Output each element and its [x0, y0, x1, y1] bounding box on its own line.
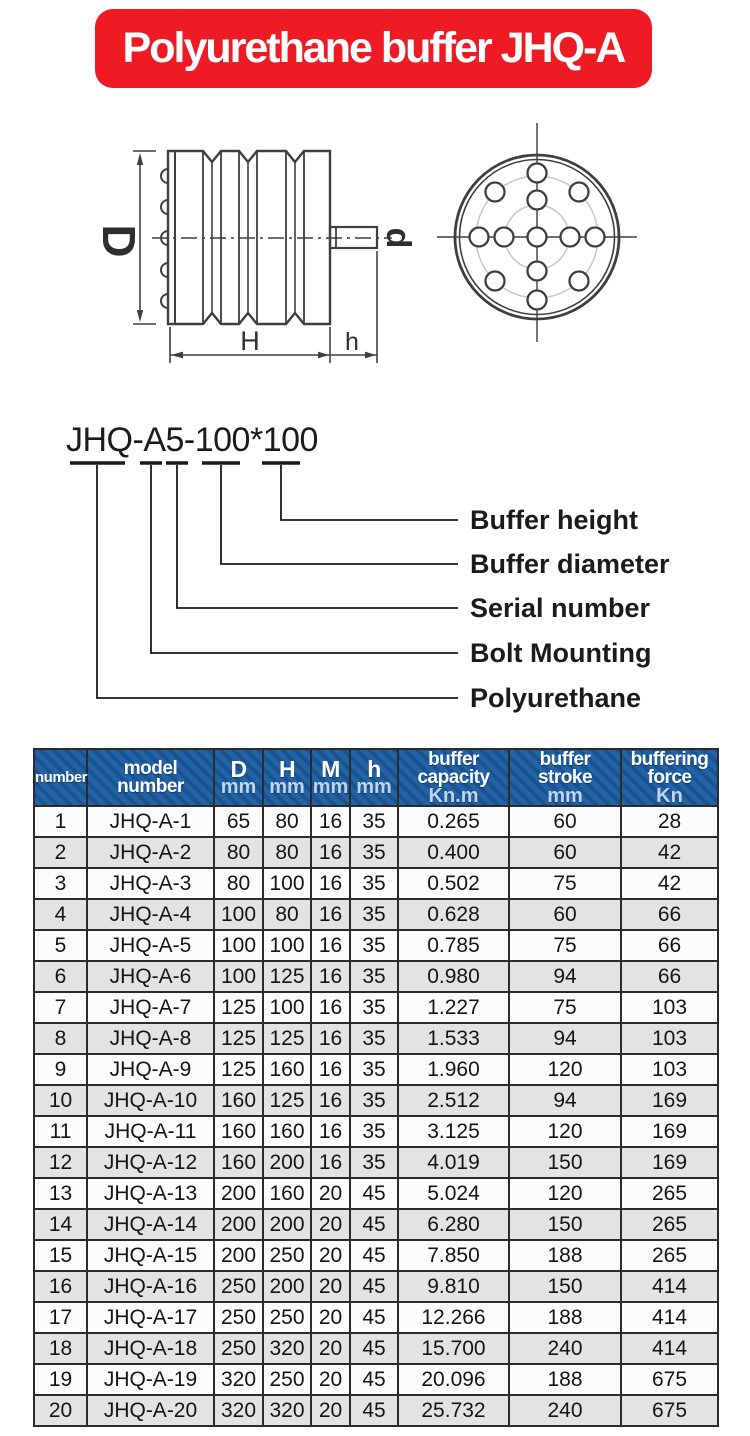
cell: JHQ-A-4: [87, 899, 214, 930]
cell: 80: [214, 868, 263, 899]
technical-drawing: [0, 110, 750, 410]
cell: 60: [509, 806, 621, 837]
cell: 94: [509, 961, 621, 992]
cell: 35: [350, 930, 398, 961]
front-view: [437, 123, 637, 342]
cell: 35: [350, 806, 398, 837]
cell: 94: [509, 1085, 621, 1116]
cell: 160: [263, 1178, 311, 1209]
cell: 160: [214, 1085, 263, 1116]
cell: 103: [621, 1054, 718, 1085]
cell: 200: [263, 1271, 311, 1302]
cell: 100: [214, 930, 263, 961]
cell: 19: [34, 1364, 87, 1395]
cell: 150: [509, 1209, 621, 1240]
table-row: [34, 1240, 718, 1271]
cell: 13: [34, 1178, 87, 1209]
cell: 45: [350, 1302, 398, 1333]
cell: 120: [509, 1178, 621, 1209]
cell: 45: [350, 1333, 398, 1364]
cell: 188: [509, 1364, 621, 1395]
column-header: model number: [87, 749, 214, 806]
cell: 17: [34, 1302, 87, 1333]
cell: JHQ-A-12: [87, 1147, 214, 1178]
cell: 75: [509, 992, 621, 1023]
callout-bolt-mounting: Bolt Mounting: [470, 638, 652, 668]
cell: 0.502: [398, 868, 509, 899]
cell: 20: [311, 1395, 350, 1426]
cell: 60: [509, 899, 621, 930]
cell: 1.960: [398, 1054, 509, 1085]
cell: 100: [263, 992, 311, 1023]
cell: 100: [263, 930, 311, 961]
cell: 66: [621, 961, 718, 992]
cell: JHQ-A-14: [87, 1209, 214, 1240]
cell: 9.810: [398, 1271, 509, 1302]
column-header: M mm: [311, 749, 350, 806]
cell: 0.785: [398, 930, 509, 961]
cell: JHQ-A-1: [87, 806, 214, 837]
cell: 66: [621, 899, 718, 930]
table-row: [34, 837, 718, 868]
cell: 65: [214, 806, 263, 837]
cell: 80: [263, 899, 311, 930]
callout-polyurethane: Polyurethane: [470, 683, 642, 713]
cell: 20: [311, 1364, 350, 1395]
cell: 200: [214, 1178, 263, 1209]
table-row: [34, 1333, 718, 1364]
cell: 6: [34, 961, 87, 992]
cell: JHQ-A-3: [87, 868, 214, 899]
cell: 250: [263, 1240, 311, 1271]
cell: 265: [621, 1178, 718, 1209]
cell: JHQ-A-10: [87, 1085, 214, 1116]
cell: 16: [34, 1271, 87, 1302]
table-row: [34, 1209, 718, 1240]
cell: 16: [311, 1116, 350, 1147]
cell: JHQ-A-11: [87, 1116, 214, 1147]
callout-buffer-diameter: Buffer diameter: [470, 549, 670, 579]
cell: 200: [263, 1209, 311, 1240]
cell: 169: [621, 1116, 718, 1147]
cell: 75: [509, 868, 621, 899]
cell: JHQ-A-6: [87, 961, 214, 992]
cell: 10: [34, 1085, 87, 1116]
cell: 35: [350, 1023, 398, 1054]
cell: 20: [311, 1209, 350, 1240]
cell: 16: [311, 1054, 350, 1085]
cell: 80: [263, 806, 311, 837]
cell: 28: [621, 806, 718, 837]
column-header: H mm: [263, 749, 311, 806]
cell: 20: [311, 1271, 350, 1302]
cell: 188: [509, 1240, 621, 1271]
cell: 200: [214, 1209, 263, 1240]
cell: 16: [311, 899, 350, 930]
cell: 35: [350, 1054, 398, 1085]
cell: 11: [34, 1116, 87, 1147]
cell: 15: [34, 1240, 87, 1271]
cell: 125: [263, 961, 311, 992]
cell: 250: [214, 1333, 263, 1364]
cell: 7: [34, 992, 87, 1023]
cell: 7.850: [398, 1240, 509, 1271]
cell: 0.400: [398, 837, 509, 868]
cell: 16: [311, 1085, 350, 1116]
cell: 75: [509, 930, 621, 961]
cell: 160: [214, 1147, 263, 1178]
cell: JHQ-A-19: [87, 1364, 214, 1395]
table-row: [34, 1116, 718, 1147]
cell: 20: [311, 1178, 350, 1209]
column-header: buffer stroke mm: [509, 749, 621, 806]
cell: 15.700: [398, 1333, 509, 1364]
table-row: [34, 1085, 718, 1116]
cell: 125: [263, 1023, 311, 1054]
cell: 169: [621, 1147, 718, 1178]
cell: 12: [34, 1147, 87, 1178]
cell: 675: [621, 1364, 718, 1395]
column-header: buffering force Kn: [621, 749, 718, 806]
cell: 35: [350, 1116, 398, 1147]
cell: 16: [311, 806, 350, 837]
column-header: D mm: [214, 749, 263, 806]
cell: 80: [214, 837, 263, 868]
cell: 120: [509, 1054, 621, 1085]
table-row: [34, 1023, 718, 1054]
table-row: [34, 1395, 718, 1426]
cell: 414: [621, 1271, 718, 1302]
side-view: [93, 151, 417, 363]
cell: 35: [350, 1147, 398, 1178]
cell: 250: [214, 1302, 263, 1333]
cell: 103: [621, 1023, 718, 1054]
cell: 94: [509, 1023, 621, 1054]
cell: 45: [350, 1178, 398, 1209]
cell: 45: [350, 1395, 398, 1426]
cell: 160: [263, 1054, 311, 1085]
cell: 125: [214, 1054, 263, 1085]
header-row: [34, 749, 718, 806]
cell: JHQ-A-8: [87, 1023, 214, 1054]
cell: 169: [621, 1085, 718, 1116]
cell: 5.024: [398, 1178, 509, 1209]
cell: 3: [34, 868, 87, 899]
cell: 16: [311, 930, 350, 961]
cell: 35: [350, 992, 398, 1023]
spec-table-body: [34, 806, 718, 1426]
cell: 4.019: [398, 1147, 509, 1178]
cell: JHQ-A-9: [87, 1054, 214, 1085]
cell: JHQ-A-18: [87, 1333, 214, 1364]
spec-table-container: [33, 748, 717, 1427]
cell: 160: [263, 1116, 311, 1147]
cell: 2.512: [398, 1085, 509, 1116]
cell: 45: [350, 1271, 398, 1302]
cell: 42: [621, 868, 718, 899]
cell: 12.266: [398, 1302, 509, 1333]
cell: 320: [263, 1333, 311, 1364]
title-banner: [95, 9, 652, 88]
cell: 80: [263, 837, 311, 868]
spec-table: [33, 748, 719, 1427]
cell: 100: [263, 868, 311, 899]
table-row: [34, 1178, 718, 1209]
table-row: [34, 1147, 718, 1178]
cell: 45: [350, 1209, 398, 1240]
dimension-label-D: D: [93, 224, 145, 258]
cell: 5: [34, 930, 87, 961]
cell: 1.227: [398, 992, 509, 1023]
cell: 0.265: [398, 806, 509, 837]
cell: JHQ-A-7: [87, 992, 214, 1023]
cell: 9: [34, 1054, 87, 1085]
column-header: buffer capacity Kn.m: [398, 749, 509, 806]
cell: 14: [34, 1209, 87, 1240]
cell: 320: [214, 1395, 263, 1426]
cell: 20: [311, 1302, 350, 1333]
table-row: [34, 1364, 718, 1395]
cell: 1.533: [398, 1023, 509, 1054]
table-row: [34, 1302, 718, 1333]
table-row: [34, 992, 718, 1023]
cell: 35: [350, 837, 398, 868]
cell: 2: [34, 837, 87, 868]
cell: 45: [350, 1364, 398, 1395]
cell: 16: [311, 868, 350, 899]
cell: 35: [350, 1085, 398, 1116]
cell: 60: [509, 837, 621, 868]
cell: 1: [34, 806, 87, 837]
table-row: [34, 1054, 718, 1085]
cell: JHQ-A-13: [87, 1178, 214, 1209]
table-row: [34, 806, 718, 837]
cell: 414: [621, 1302, 718, 1333]
cell: 20: [34, 1395, 87, 1426]
cell: JHQ-A-2: [87, 837, 214, 868]
callout-serial-number: Serial number: [470, 593, 651, 623]
cell: 240: [509, 1395, 621, 1426]
cell: 35: [350, 961, 398, 992]
cell: 4: [34, 899, 87, 930]
column-header: h mm: [350, 749, 398, 806]
page-title: Polyurethane buffer JHQ-A: [122, 24, 625, 72]
table-row: [34, 868, 718, 899]
cell: 35: [350, 899, 398, 930]
cell: 35: [350, 868, 398, 899]
cell: 200: [214, 1240, 263, 1271]
column-header: number: [34, 749, 87, 806]
cell: JHQ-A-16: [87, 1271, 214, 1302]
cell: 200: [263, 1147, 311, 1178]
table-row: [34, 899, 718, 930]
cell: 250: [263, 1364, 311, 1395]
cell: 20: [311, 1240, 350, 1271]
cell: 120: [509, 1116, 621, 1147]
cell: 265: [621, 1240, 718, 1271]
cell: JHQ-A-15: [87, 1240, 214, 1271]
table-row: [34, 930, 718, 961]
cell: 16: [311, 992, 350, 1023]
cell: 150: [509, 1147, 621, 1178]
cell: 8: [34, 1023, 87, 1054]
dimension-label-h: h: [345, 328, 359, 356]
cell: 42: [621, 837, 718, 868]
cell: 20.096: [398, 1364, 509, 1395]
cell: 125: [214, 992, 263, 1023]
cell: 250: [263, 1302, 311, 1333]
callout-buffer-height: Buffer height: [470, 505, 638, 535]
cell: 675: [621, 1395, 718, 1426]
cell: 6.280: [398, 1209, 509, 1240]
cell: 100: [214, 899, 263, 930]
cell: 25.732: [398, 1395, 509, 1426]
cell: JHQ-A-17: [87, 1302, 214, 1333]
cell: 103: [621, 992, 718, 1023]
cell: 16: [311, 837, 350, 868]
cell: 3.125: [398, 1116, 509, 1147]
cell: 0.628: [398, 899, 509, 930]
cell: 45: [350, 1240, 398, 1271]
cell: 160: [214, 1116, 263, 1147]
cell: 265: [621, 1209, 718, 1240]
cell: 240: [509, 1333, 621, 1364]
cell: 66: [621, 930, 718, 961]
cell: JHQ-A-5: [87, 930, 214, 961]
cell: 18: [34, 1333, 87, 1364]
cell: JHQ-A-20: [87, 1395, 214, 1426]
cell: 125: [263, 1085, 311, 1116]
cell: 20: [311, 1333, 350, 1364]
dimension-label-H: H: [240, 326, 260, 356]
cell: 150: [509, 1271, 621, 1302]
cell: 16: [311, 961, 350, 992]
table-row: [34, 1271, 718, 1302]
cell: 414: [621, 1333, 718, 1364]
dimension-label-d: d: [379, 227, 417, 249]
cell: 16: [311, 1147, 350, 1178]
cell: 100: [214, 961, 263, 992]
cell: 0.980: [398, 961, 509, 992]
cell: 125: [214, 1023, 263, 1054]
cell: 320: [214, 1364, 263, 1395]
table-row: [34, 961, 718, 992]
model-code: JHQ-A5-100*100: [66, 421, 318, 459]
cell: 250: [214, 1271, 263, 1302]
cell: 16: [311, 1023, 350, 1054]
cell: 320: [263, 1395, 311, 1426]
cell: 188: [509, 1302, 621, 1333]
